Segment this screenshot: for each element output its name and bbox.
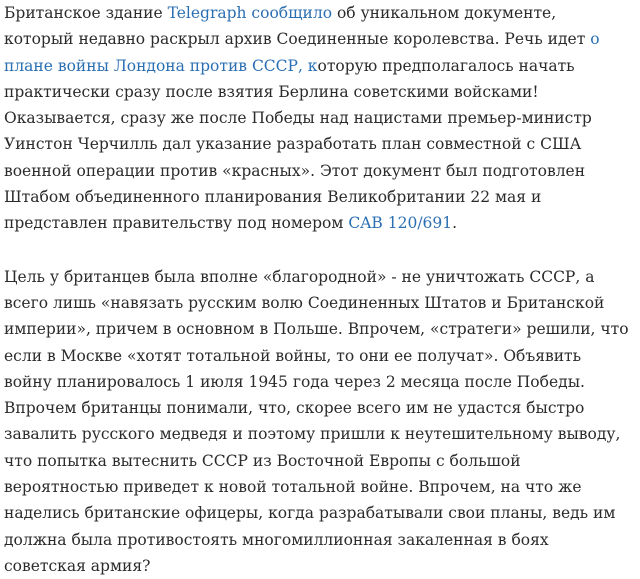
article-paragraph-1: [4, 0, 630, 237]
war-plan-link[interactable]: о плане войны Лондона против СССР, к: [4, 30, 600, 75]
article-paragraph-2: Цель у британцев была вполне «благородной» - не уничтожать СССР, а всего лишь «навязать русским волю Соединенных Штатов и Британской империи», причем в основном в Польше. Впрочем, «стратеги» решили, что если в Москве «хотят тотальной войны, то они ее получат». Объявить войну планировалось 1 июля 1945 года через 2 месяца после Победы. Впрочем британцы понимали, что, скорее всего им не удастся быстро завалить русского медведя и поэтому пришли к неутешительному выводу, что попытка вытеснить СССР из Восточной Европы с большой вероятностью приведет к новой тотальной войне. Впрочем, на что же наделись британские офицеры, когда разрабатывали свои планы, ведь им должна была противостоять многомиллионная закаленная в боях советская армия?: [4, 267, 629, 575]
cab-document-link[interactable]: CAB 120/691: [348, 214, 453, 233]
paragraph-text: об уникальном документе, который недавно раскрыл архив Соединенные королевства. Речь идет: [4, 4, 591, 49]
paragraph-text: .: [452, 214, 458, 233]
paragraph-text: Британское здание: [4, 4, 168, 22]
paragraph-text: оторую предполагалось начать практически сразу после взятия Берлина советскими войсками! Оказывается, сразу же после Победы над нацистами премьер-министр Уинстон Черчилль дал указание разработать план совместной с США военной операции против «красных». Этот документ был подготовлен Штабом объединенного планирования Великобритании 22 мая и представлен правительству под номером: [4, 56, 592, 233]
telegraph-link[interactable]: Telegraph сообщило: [167, 4, 333, 22]
